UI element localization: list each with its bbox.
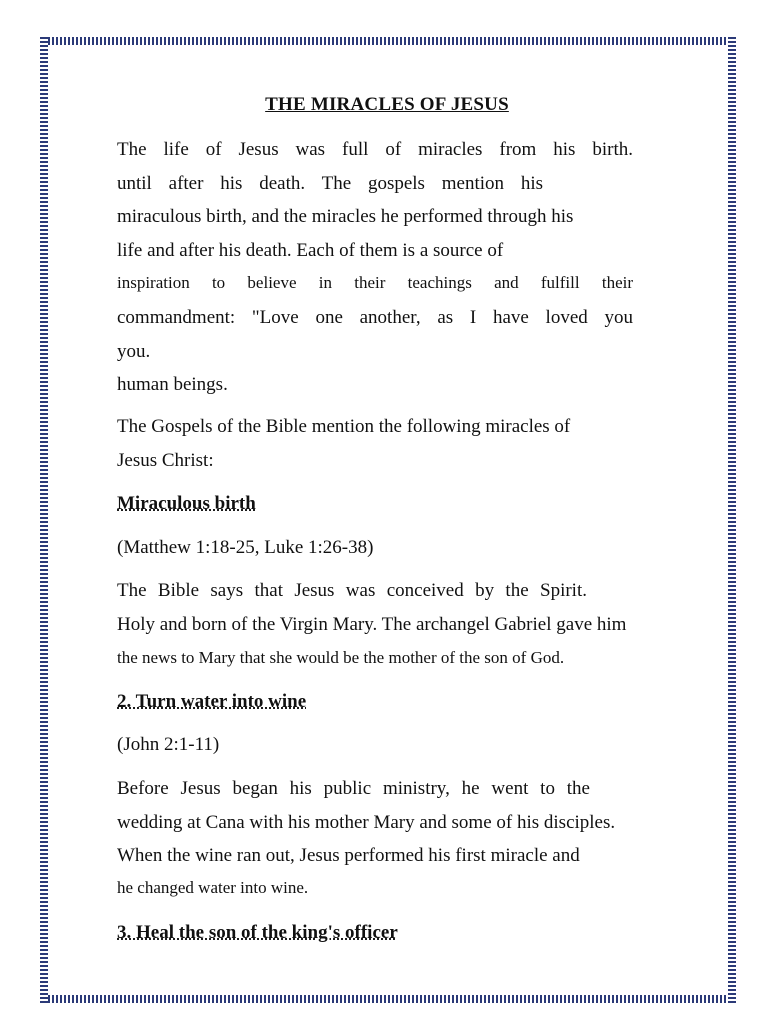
section-heading: 2. Turn water into wine xyxy=(117,691,307,712)
intro-line: life and after his death. Each of them is a source of xyxy=(117,240,504,261)
intro-line: human beings. xyxy=(117,374,228,395)
section-line: When the wine ran out, Jesus performed his first miracle and xyxy=(117,845,580,866)
gospels-line: The Gospels of the Bible mention the following miracles of xyxy=(117,416,571,437)
intro-line: The life of Jesus was full of miracles from his birth. xyxy=(117,139,633,160)
gospels-line: Jesus Christ: xyxy=(117,450,214,471)
section-reference: (Matthew 1:18-25, Luke 1:26-38) xyxy=(117,537,374,558)
section-heading: 3. Heal the son of the king's officer xyxy=(117,922,398,943)
border-left xyxy=(40,37,48,1003)
section-line: wedding at Cana with his mother Mary and some of his disciples. xyxy=(117,812,616,833)
section-line: the news to Mary that she would be the mother of the son of God. xyxy=(117,648,565,667)
intro-line: commandment: "Love one another, as I have loved you xyxy=(117,307,633,328)
section-heading: Miraculous birth xyxy=(117,493,256,514)
page-title: THE MIRACLES OF JESUS xyxy=(265,94,509,115)
border-right xyxy=(728,37,736,1003)
intro-line: inspiration to believe in their teachings and fulfill their xyxy=(117,273,633,292)
section-line: Before Jesus began his public ministry, he went to the xyxy=(117,778,590,799)
section-line: Holy and born of the Virgin Mary. The archangel Gabriel gave him xyxy=(117,614,627,635)
border-top xyxy=(40,37,736,45)
section-line: he changed water into wine. xyxy=(117,878,309,897)
section-line: The Bible says that Jesus was conceived by the Spirit. xyxy=(117,580,587,601)
section-reference: (John 2:1-11) xyxy=(117,734,220,755)
border-bottom xyxy=(40,995,736,1003)
intro-line: until after his death. The gospels mention his xyxy=(117,173,543,194)
intro-line: you. xyxy=(117,341,151,362)
intro-line: miraculous birth, and the miracles he performed through his xyxy=(117,206,574,227)
